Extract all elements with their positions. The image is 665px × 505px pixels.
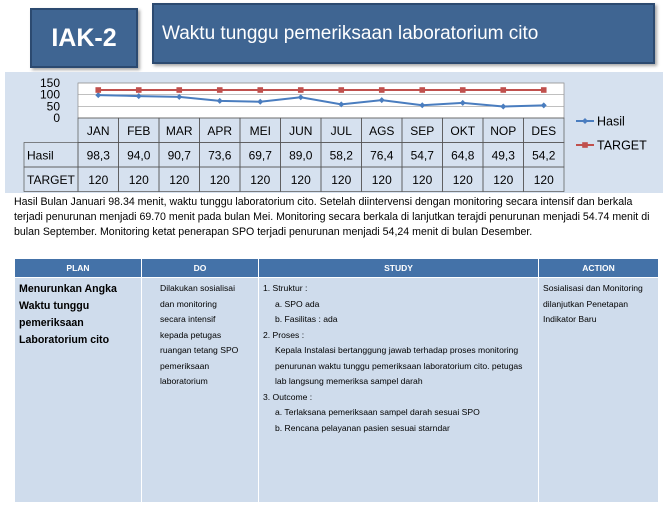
target-point [257, 87, 263, 93]
category-header-cell: AGS [369, 123, 395, 138]
do-header: DO [142, 259, 259, 278]
target-point [379, 87, 385, 93]
page-title: Waktu tunggu pemeriksaan laboratorium cito [162, 22, 539, 44]
hasil-value-cell: 89,0 [289, 148, 313, 163]
target-value-cell: 120 [290, 172, 311, 187]
line-chart-with-data-table [5, 72, 663, 193]
y-tick-label: 100 [39, 87, 60, 102]
category-header-cell: DES [531, 123, 557, 138]
category-header-cell: OKT [450, 123, 476, 138]
study-line: Kepala Instalasi bertanggung jawab terhadap proses monitoring penurunan waktu tunggu pemeriksaan laboratorium cito. petugas lab langsung memeriksa sampel darah [275, 345, 523, 386]
target-point [136, 87, 142, 93]
target-value-cell: 120 [88, 172, 109, 187]
study-line: b. Fasilitas : ada [275, 314, 338, 324]
indicator-code-badge [30, 8, 138, 68]
y-tick-label: 50 [46, 99, 60, 114]
target-point [217, 87, 223, 93]
category-header-cell: MEI [249, 123, 271, 138]
category-header-cell: FEB [127, 123, 151, 138]
study-header: STUDY [259, 259, 539, 278]
indicator-code: IAK-2 [51, 23, 117, 52]
target-point [176, 87, 182, 93]
do-cell: Dilakukan sosialisai dan monitoring secara intensif kepada petugas ruangan tetang SPO pemeriksaan laboratorium [142, 278, 259, 503]
hasil-value-cell: 49,3 [491, 148, 515, 163]
legend-target-label: TARGET [597, 138, 647, 153]
study-cell [259, 278, 539, 503]
target-point [298, 87, 304, 93]
target-point [460, 87, 466, 93]
hasil-value-cell: 64,8 [451, 148, 475, 163]
target-value-cell: 120 [371, 172, 392, 187]
chart-panel [5, 72, 663, 193]
legend-hasil-label: Hasil [597, 114, 625, 129]
target-value-cell: 120 [250, 172, 271, 187]
target-value-cell: 120 [169, 172, 190, 187]
y-tick-label: 150 [39, 76, 60, 90]
hasil-row-label: Hasil [27, 148, 54, 163]
action-cell: Sosialisasi dan Monitoring dilanjutkan Penetapan Indikator Baru [539, 278, 659, 503]
plan-cell: Menurunkan Angka Waktu tunggu pemeriksaan Laboratorium cito [15, 278, 142, 503]
target-value-cell: 120 [128, 172, 149, 187]
category-header-cell: JUL [330, 123, 352, 138]
category-header-cell: MAR [165, 123, 193, 138]
hasil-value-cell: 54,7 [410, 148, 434, 163]
target-row-label: TARGET [27, 172, 75, 187]
target-point [95, 87, 101, 93]
target-value-cell: 120 [412, 172, 433, 187]
target-value-cell: 120 [331, 172, 352, 187]
target-value-cell: 120 [493, 172, 514, 187]
page-title-banner [152, 3, 655, 64]
plan-header: PLAN [15, 259, 142, 278]
study-line: 1. Struktur : [263, 283, 308, 293]
hasil-value-cell: 98,3 [86, 148, 110, 163]
pdsa-table [14, 258, 659, 503]
hasil-value-cell: 76,4 [370, 148, 394, 163]
summary-paragraph: Hasil Bulan Januari 98.34 menit, waktu tunggu laboratorium cito. Setelah diintervensi dengan monitoring secara intensif dan berkala terjadi penurunan menjadi 69.70 menit pada bulan Mei. Monitoring secara berkala di lanjutkan terajdi penurunan menjadi 54.74 menit di bulan September. Monitoring ketat penerapan SPO terjadi penurunan menjadi 54,24 menit di bulan Desember. [14, 196, 650, 238]
action-header: ACTION [539, 259, 659, 278]
target-point [419, 87, 425, 93]
pdsa-content-row [15, 278, 659, 503]
study-line: 3. Outcome : [263, 391, 313, 402]
category-header-cell: JUN [289, 123, 313, 138]
study-line: 2. Proses : [263, 329, 305, 340]
hasil-value-cell: 73,6 [208, 148, 232, 163]
y-tick-label: 0 [53, 111, 60, 125]
target-point [541, 87, 547, 93]
category-header-cell: JAN [86, 123, 110, 138]
target-value-cell: 120 [209, 172, 230, 187]
legend-target-marker [582, 142, 588, 148]
study-line: a. SPO ada [275, 298, 320, 309]
study-line: b. Rencana pelayanan pasien sesuai starndar [275, 422, 450, 433]
target-point [500, 87, 506, 93]
study-line: a. Terlaksana pemeriksaan sampel darah sesuai SPO [275, 407, 480, 417]
pdsa-header-row [15, 259, 659, 278]
target-point [338, 87, 344, 93]
hasil-value-cell: 58,2 [329, 148, 353, 163]
category-header-cell: NOP [490, 123, 517, 138]
hasil-value-cell: 69,7 [248, 148, 272, 163]
legend-hasil-marker [582, 118, 588, 124]
category-header-cell: SEP [410, 123, 435, 138]
target-value-cell: 120 [452, 172, 473, 187]
hasil-value-cell: 94,0 [127, 148, 151, 163]
hasil-value-cell: 54,2 [532, 148, 556, 163]
hasil-value-cell: 90,7 [167, 148, 191, 163]
category-header-cell: APR [207, 123, 233, 138]
target-value-cell: 120 [533, 172, 554, 187]
